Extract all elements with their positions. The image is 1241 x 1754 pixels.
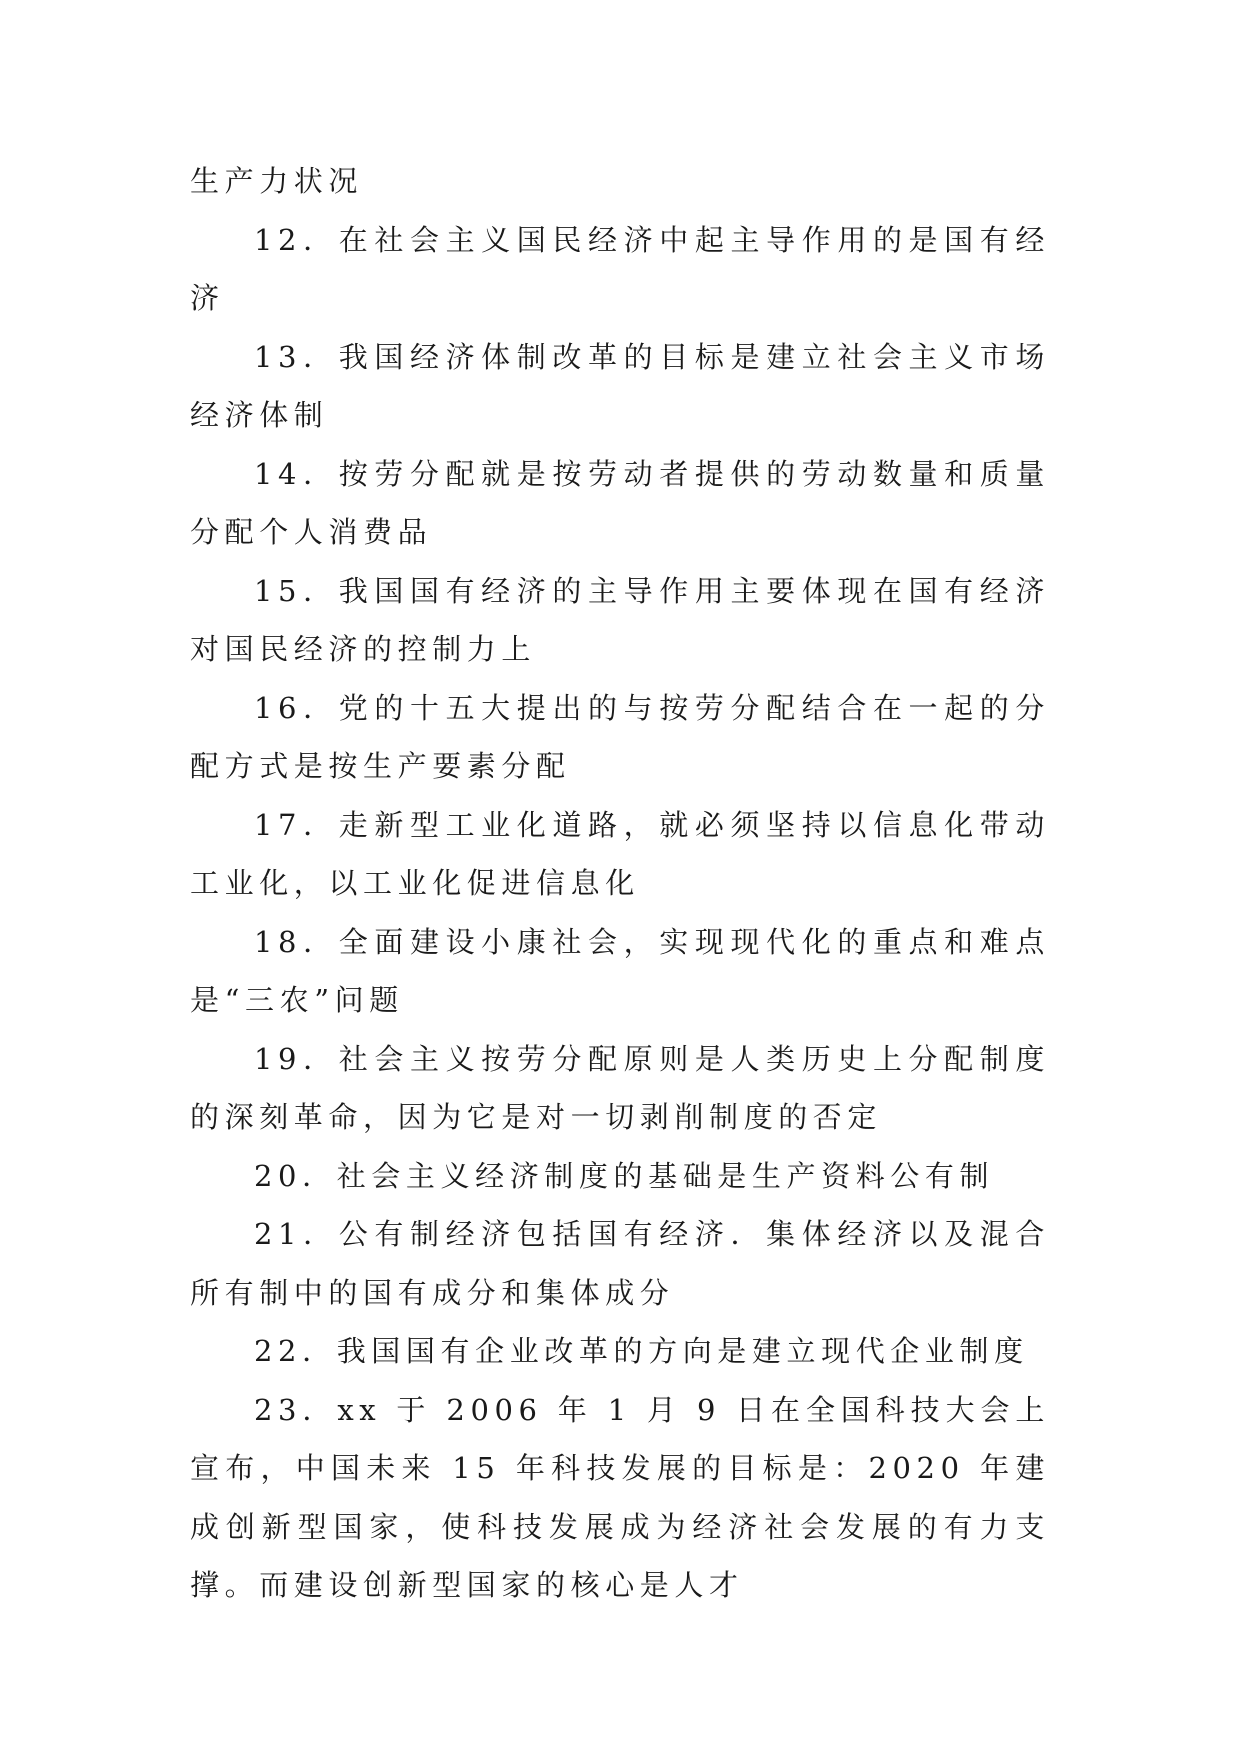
list-item: 19．社会主义按劳分配原则是人类历史上分配制度的深刻革命，因为它是对一切剥削制度的否定 <box>190 1041 1050 1134</box>
list-item: 12．在社会主义国民经济中起主导作用的是国有经济 <box>190 222 1050 315</box>
list-item: 17．走新型工业化道路，就必须坚持以信息化带动工业化，以工业化促进信息化 <box>190 807 1050 900</box>
list-item: 23．xx 于 2006 年 1 月 9 日在全国科技大会上宣布，中国未来 15 年科技发展的目标是：2020 年建成创新型国家，使科技发展成为经济社会发展的有力支撑。而建设创新型国家的核心是人才 <box>190 1392 1050 1602</box>
list-item: 21．公有制经济包括国有经济．集体经济以及混合所有制中的国有成分和集体成分 <box>190 1217 1050 1310</box>
list-item: 15．我国国有经济的主导作用主要体现在国有经济对国民经济的控制力上 <box>190 573 1050 666</box>
list-item: 22．我国国有企业改革的方向是建立现代企业制度 <box>254 1334 1029 1368</box>
list-item: 16．党的十五大提出的与按劳分配结合在一起的分配方式是按生产要素分配 <box>190 690 1050 783</box>
document-page <box>190 152 1050 1615</box>
list-item: 14．按劳分配就是按劳动者提供的劳动数量和质量分配个人消费品 <box>190 456 1050 549</box>
list-item: 18．全面建设小康社会，实现现代化的重点和难点是“三农”问题 <box>190 924 1050 1017</box>
lead-line: 生产力状况 <box>190 164 364 198</box>
list-item: 20．社会主义经济制度的基础是生产资料公有制 <box>254 1158 995 1193</box>
list-item: 13．我国经济体制改革的目标是建立社会主义市场经济体制 <box>190 339 1050 432</box>
